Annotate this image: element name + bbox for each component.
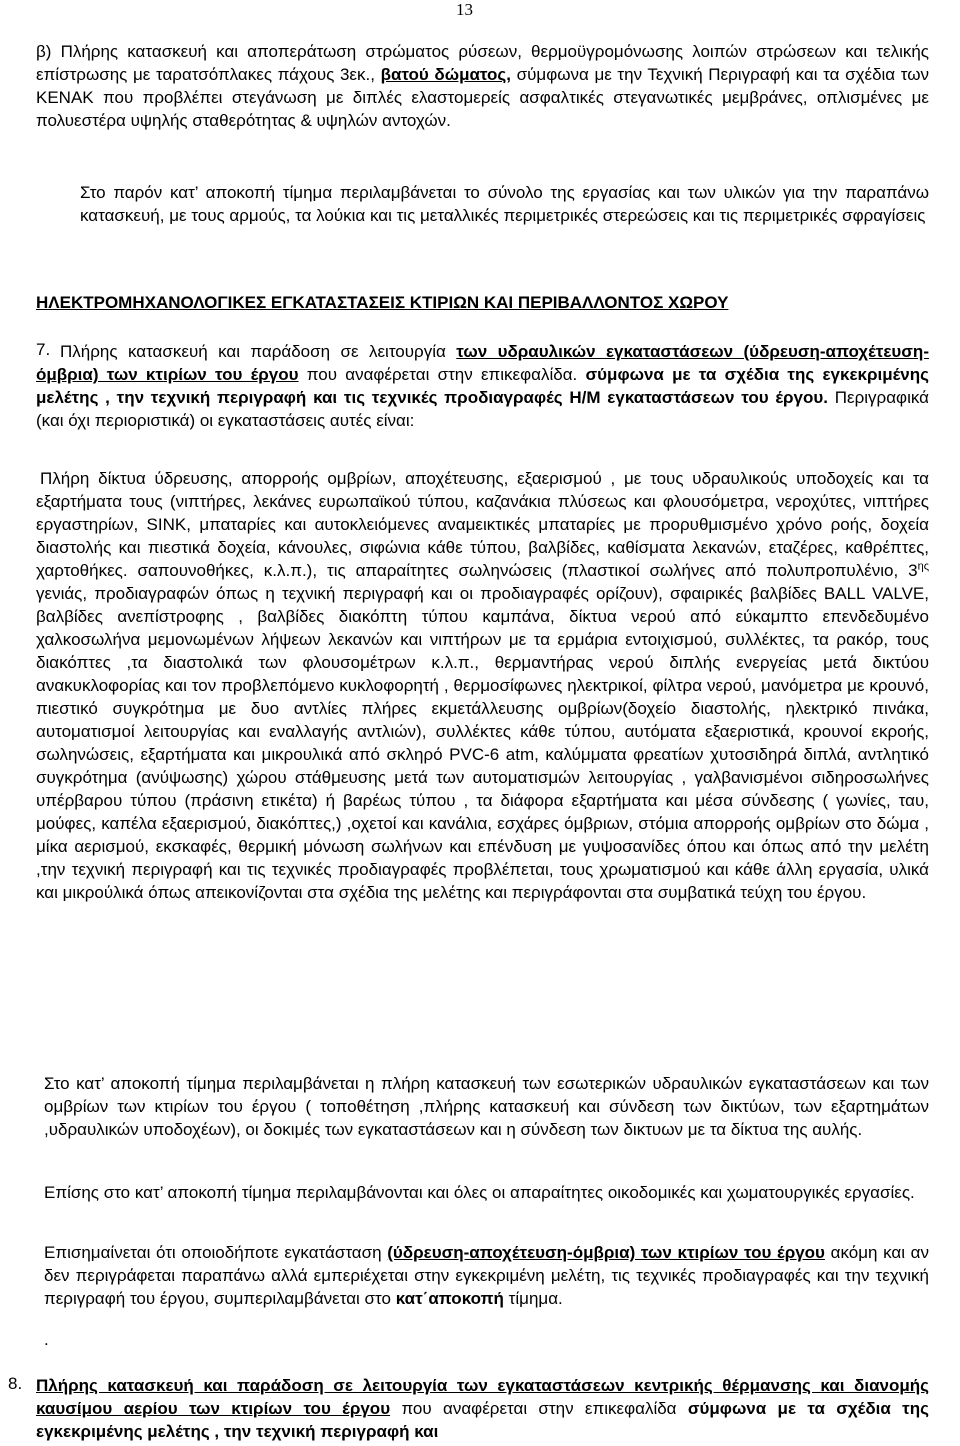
item-8-number: 8. bbox=[8, 1374, 23, 1393]
item-7 bbox=[36, 340, 929, 432]
item-7-number: 7. bbox=[36, 340, 51, 359]
item-7-note-intro: Επισημαίνεται ότι οποιοδήποτε εγκατάσταση bbox=[44, 1243, 382, 1262]
paragraph-b-price-text: Στο παρόν κατ’ αποκοπή τίμημα περιλαμβάνεται το σύνολο της εργασίας και των υλικών για την παραπάνω κατασκευή, με τους αρμούς, τα λούκια και τις μεταλλικές περιμετρικές στερεώσεις και τις περιμετρικές σφραγίσεις bbox=[80, 183, 929, 225]
item-7-title: των υδραυλικών εγκαταστάσεων (ύδρευση-αποχέτευση-όμβρια) των κτιρίων του έργου bbox=[36, 342, 929, 384]
page-number: 13 bbox=[456, 0, 473, 19]
item-7-note-bold: κατ΄αποκοπή bbox=[395, 1289, 504, 1308]
item-7-list-part1: Πλήρη δίκτυα ύδρευσης, απορροής ομβρίων, αποχέτευσης, εξαερισμού , με τους υδραυλικούς υποδοχείς και τα εξαρτήματα τους (νιπτήρες, λεκάνες ευρωπαϊκού τύπου, καζανάκια πλύσεως και φλουσόμετρα, νεροχύτες, νιπτήρες εργαστηρίων, SINK, μπαταρίες και αυτοκλειόμενες αναμεικτικές μπαταρίες με προρυθμισμένο χρόνο ροής, δοχεία διαστολής και πιεστικά δοχεία, κάνουλες, σιφώνια κάθε τύπου, βαλβίδες, καθίσματα λεκανών, εταζέρες, καθρέπτες, χαρτοθήκες. σαπουνοθήκες, κ.λ.π.), τις απαραίτητες σωληνώσεις (πλαστικοί σωλήνες από πολυπροπυλένιο, 3 bbox=[36, 469, 929, 580]
item-7-note bbox=[44, 1241, 929, 1310]
paragraph-b-suffix: σύμφωνα με την Τεχνική Περιγραφή και τα σχέδια των ΚΕΝΑΚ που προβλέπει στεγάνωση με διπλές ελαστομερείς ασφαλτικές στεγανωτικές μεμβράνες, οπλισμένες με πολυεστέρα υψηλής σταθερότητας & υψηλών αντοχών. bbox=[36, 65, 929, 130]
item-7-note-tail: τίμημα. bbox=[508, 1289, 563, 1308]
item-8-mid: που αναφέρεται στην επικεφαλίδα bbox=[401, 1399, 677, 1418]
item-7-note-highlight: (ύδρευση-αποχέτευση-όμβρια) των κτιρίων του έργου bbox=[387, 1243, 825, 1262]
paragraph-b-text: β) Πλήρης κατασκευή και αποπεράτωση στρώματος ρύσεων, θερμοϋγρομόνωσης λοιπών στρώσεων και τελικής επίστρωσης με ταρατσόπλακες πάχους 3εκ., bbox=[36, 42, 929, 84]
item-7-bold: σύμφωνα με τα σχέδια της εγκεκριμένης μελέτης , την τεχνική περιγραφή και τις τεχνικές προδιαγραφές Η/Μ εγκαταστάσεων του έργου. bbox=[36, 365, 929, 407]
item-7-price-2-text: Επίσης στο κατ’ αποκοπή τίμημα περιλαμβάνονται και όλες οι απαραίτητες οικοδομικές και χωματουργικές εργασίες. bbox=[44, 1183, 915, 1202]
item-7-list bbox=[36, 467, 929, 904]
stray-dot: . bbox=[44, 1330, 49, 1349]
item-7-price-1 bbox=[44, 1072, 929, 1141]
item-8-bold: σύμφωνα με τα σχέδια της εγκεκριμένης μελέτης , την τεχνική περιγραφή και bbox=[36, 1399, 929, 1441]
item-7-list-part2: γενιάς, προδιαγραφών όπως η τεχνική περιγραφή και οι προδιαγραφές ορίζουν), σφαιρικές βαλβίδες BALL VALVE, βαλβίδες ανεπίστροφης , βαλβίδες διακόπτη τύπου καμπάνα, δίκτυα νερού από εύκαμπτο επενδεδυμένο χαλκοσωλήνα μεμονωμένων λήψεων λεκανών και νιπτήρων με τα ερμάρια εντοιχισμού, συλλέκτες, τα ρακόρ, τους διακόπτες ,τα διαστολικά των φλουσομέτρων κ.λ.π., θερμαντήρας νερού διπλής ενεργείας μετά δικτύου ανακυκλοφορίας και τον προβλεπόμενο κυκλοφορητή , θερμοσίφωνες ηλεκτρικοί, φίλτρα νερού, μανόμετρα με κρουνό, πιεστικό συγκρότημα με δυο αντλίες πλήρες εκμετάλλευσης ομβρίων(δοχείο διαστολής, ηλεκτρικό πινάκα, αυτοματισμοί λειτουργίας και εναλλαγής αντλιών), συλλέκτες κάθε τύπου, αυτόματα εξαεριστικά, κρουνοί εκροής, σωληνώσεις, εξαρτήματα και μικρουλικά από σκληρό PVC-6 atm, καλύμματα φρεατίων χυτοσιδηρά διπλά, αντλητικό συγκρότημα (ανύψωσης) χώρου στάθμευσης μετά των αυτοματισμών λειτουργίας , γαλβανισμένοι σιδηροσωλήνες υπέρβαρου τύπου (πράσινη ετικέτα) ή βαρέως τύπου , τα διάφορα εξαρτήματα και μέσα σύνδεσης ( γωνίες, ταυ, μούφες, καπέλα εξαερισμού, διακόπτες,) ,οχετοί και κανάλια, εσχάρες όμβριων, στόμια απορροής ομβρίων στο δώμα , μίκα αερισμού, εκσκαφές, θερμική μόνωση σωλήνων και επένδυση με γυψοσανίδες όπου και όπως από την μελέτη ,την τεχνική περιγραφή και τις τεχνικές προδιαγραφές προβλέπεται, τους χρωματισμού και κάθε άλλη εργασία, υλικά και μικρούλικά όπως απεικονίζονται στα σχέδια της μελέτης και περιγράφονται στα συμβατικά τεύχη του έργου. bbox=[36, 584, 929, 902]
item-8 bbox=[36, 1374, 929, 1443]
item-7-mid: που αναφέρεται στην επικεφαλίδα. bbox=[306, 365, 578, 384]
roof-highlight: βατού δώματος, bbox=[380, 65, 511, 84]
item-7-price-2 bbox=[44, 1181, 929, 1204]
item-7-note-mid: ακόμη και αν δεν περιγράφεται παραπάνω αλλά εμπεριέχεται στην εγκεκριμένη μελέτη, τις τεχνικές προδιαγραφές και την τεχνική περιγραφή του έργου, συμπεριλαμβάνεται στο bbox=[44, 1243, 929, 1308]
superscript: ης bbox=[917, 560, 929, 573]
item-7-intro: Πλήρης κατασκευή και παράδοση σε λειτουργία bbox=[60, 342, 446, 361]
section-heading: ΗΛΕΚΤΡΟΜΗΧΑΝΟΛΟΓΙΚΕΣ ΕΓΚΑΤΑΣΤΑΣΕΙΣ ΚΤΙΡΙΩΝ ΚΑΙ ΠΕΡΙΒΑΛΛΟΝΤΟΣ ΧΩΡΟΥ bbox=[36, 293, 729, 312]
paragraph-b-price bbox=[80, 181, 929, 227]
item-7-tail: Περιγραφικά (και όχι περιοριστικά) οι εγκαταστάσεις αυτές είναι: bbox=[36, 388, 929, 430]
item-8-title: Πλήρης κατασκευή και παράδοση σε λειτουργία των εγκαταστάσεων κεντρικής θέρμανσης και διανομής καυσίμου αερίου των κτιρίων του έργου bbox=[36, 1376, 929, 1418]
item-7-price-1-text: Στο κατ’ αποκοπή τίμημα περιλαμβάνεται η πλήρη κατασκευή των εσωτερικών υδραυλικών εγκαταστάσεων και των ομβρίων των κτιρίων του έργου ( τοποθέτηση ,πλήρης κατασκευή και σύνδεση των δικτύων, των εξαρτημάτων ,υδραυλικών υποδοχέων), οι δοκιμές των εγκαταστάσεων και η σύνδεση των δικτυων με τα δίκτυα της αυλής. bbox=[44, 1074, 929, 1139]
paragraph-b bbox=[36, 40, 929, 132]
